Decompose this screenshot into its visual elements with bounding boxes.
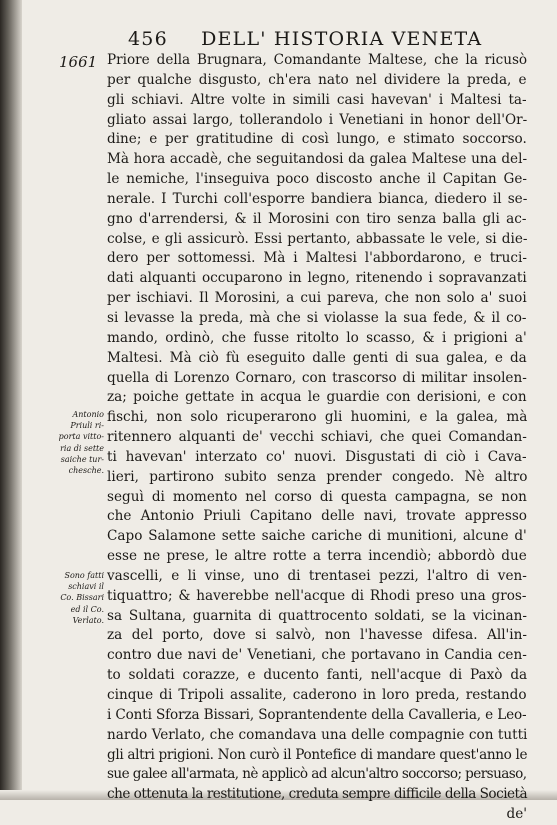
text-line: nerale. I Turchi coll'esporre bandiera bianca, diedero il se- xyxy=(107,190,528,207)
margin-year: 1661 xyxy=(59,53,98,71)
text-line: che ottenuta la restitutione, creduta sempre difficile della Società xyxy=(107,786,528,803)
margin-note-line: Priuli ri- xyxy=(70,421,104,431)
margin-note-line: saiche tur- xyxy=(60,454,104,464)
margin-note-bissari xyxy=(46,570,104,626)
text-line: Capo Salamone sette saiche cariche di munitioni, alcune d' xyxy=(107,528,527,545)
text-line: tiquattro; & haverebbe nell'acque di Rhodi preso una gros- xyxy=(107,587,527,604)
text-line: dine; e per gratitudine di così lungo, e stimato soccorso. xyxy=(107,131,527,148)
running-header xyxy=(128,28,482,50)
text-line: per ischiavi. Il Morosini, a cui pareva, che non solo a' suoi xyxy=(107,290,527,307)
text-line: sue galee all'armata, nè applicò ad alcun'altro soccorso; persuaso, xyxy=(107,766,527,783)
text-line: sa Sultana, guarnita di quattrocento soldati, se la vicinan- xyxy=(107,607,527,624)
text-line: contro due navi de' Venetiani, che portavano in Candia cen- xyxy=(107,647,527,664)
text-line: quella di Lorenzo Cornaro, con trascorso di militar insolen- xyxy=(107,369,527,386)
margin-note-line: Verlato. xyxy=(72,615,104,625)
text-line: le nemiche, l'inseguiva poco discosto anche il Capitan Ge- xyxy=(107,171,528,188)
margin-note-line: Co. Bissari xyxy=(60,593,104,603)
margin-note-line: ria di sette xyxy=(60,443,104,453)
text-line: si levasse la preda, mà che si violasse la sua fede, & il co- xyxy=(107,309,527,326)
text-line: seguì di momento nel corso di questa campagna, se non xyxy=(107,488,527,505)
running-title: DELL' HISTORIA VENETA xyxy=(201,28,483,50)
margin-note-line: chesche. xyxy=(68,466,104,476)
text-line: che Antonio Priuli Capitano delle navi, trovate appresso xyxy=(107,508,527,525)
text-line: de' xyxy=(506,806,527,823)
text-line: ritennero alquanti de' vecchi schiavi, che quei Comandan- xyxy=(107,429,527,446)
text-line: i Conti Sforza Bissari, Soprantendente della Cavalleria, e Leo- xyxy=(107,706,527,723)
text-line: dero per sottomessi. Mà i Maltesi l'abbordarono, e truci- xyxy=(107,250,527,267)
text-line: Maltesi. Mà ciò fù eseguito dalle genti di sua galea, e da xyxy=(107,349,527,366)
text-line: per qualche disgusto, ch'era nato nel dividere la preda, e xyxy=(107,71,527,88)
text-line: vascelli, e li vinse, uno di trentasei pezzi, l'altro di ven- xyxy=(107,567,527,584)
margin-note-line: Antonio xyxy=(72,410,104,419)
text-line: gli schiavi. Altre volte in simili casi havevan' i Maltesi ta- xyxy=(107,91,527,108)
margin-note-line: ed il Co. xyxy=(70,604,104,614)
text-line: mando, ordinò, che fusse ritolto lo scasso, & i prigioni a' xyxy=(107,329,527,346)
text-line: Mà hora accadè, che seguitandosi da galea Maltese una del- xyxy=(107,151,528,168)
margin-note-line: schiavi il xyxy=(68,582,104,592)
text-line: esse ne prese, le altre rotte a terra incendiò; abbordò due xyxy=(107,548,527,565)
text-line: Priore della Brugnara, Comandante Maltese, che la ricusò xyxy=(107,52,528,68)
text-line: gliato assai largo, tollerandolo i Venetiani in honor dell'Or- xyxy=(107,111,528,128)
text-line: to soldati corazze, e ducento fanti, nell'acque di Paxò da xyxy=(107,667,528,684)
page-binding-shadow xyxy=(0,0,22,800)
text-line: colse, e gli assicurò. Essi pertanto, abbassate le vele, si die- xyxy=(107,230,528,247)
margin-note-line: Sono fatti xyxy=(64,571,104,580)
text-line: ti havevan' interzato co' nuovi. Disgustati di ciò i Cava- xyxy=(107,448,527,465)
text-line: za; poiche gettate in acqua le guardie con derisioni, e con xyxy=(107,389,527,406)
text-line: dati alquanti occuparono in legno, ritenendo i sopravanzati xyxy=(107,270,527,287)
text-line: gli altri prigioni. Non curò il Pontefice di mandare quest'anno le xyxy=(107,746,528,763)
text-line: nardo Verlato, che comandava una delle compagnie con tutti xyxy=(107,726,528,743)
text-line: gno d'arrendersi, & il Morosini con tiro senza balla gli ac- xyxy=(107,210,527,227)
text-line: fischi, non solo ricuperarono gli huomini, e la galea, mà xyxy=(107,409,528,426)
body-text xyxy=(107,51,527,825)
text-line: cinque di Tripoli assalite, caderono in loro preda, restando xyxy=(107,687,527,703)
text-line: za del porto, dove si salvò, non l'havesse difesa. All'in- xyxy=(107,627,527,644)
margin-note-line: porta vitto- xyxy=(58,432,104,442)
page-number: 456 xyxy=(128,28,168,50)
margin-note-priuli xyxy=(46,409,104,476)
text-line: lieri, partirono subito senza prender congedo. Nè altro xyxy=(107,468,528,485)
